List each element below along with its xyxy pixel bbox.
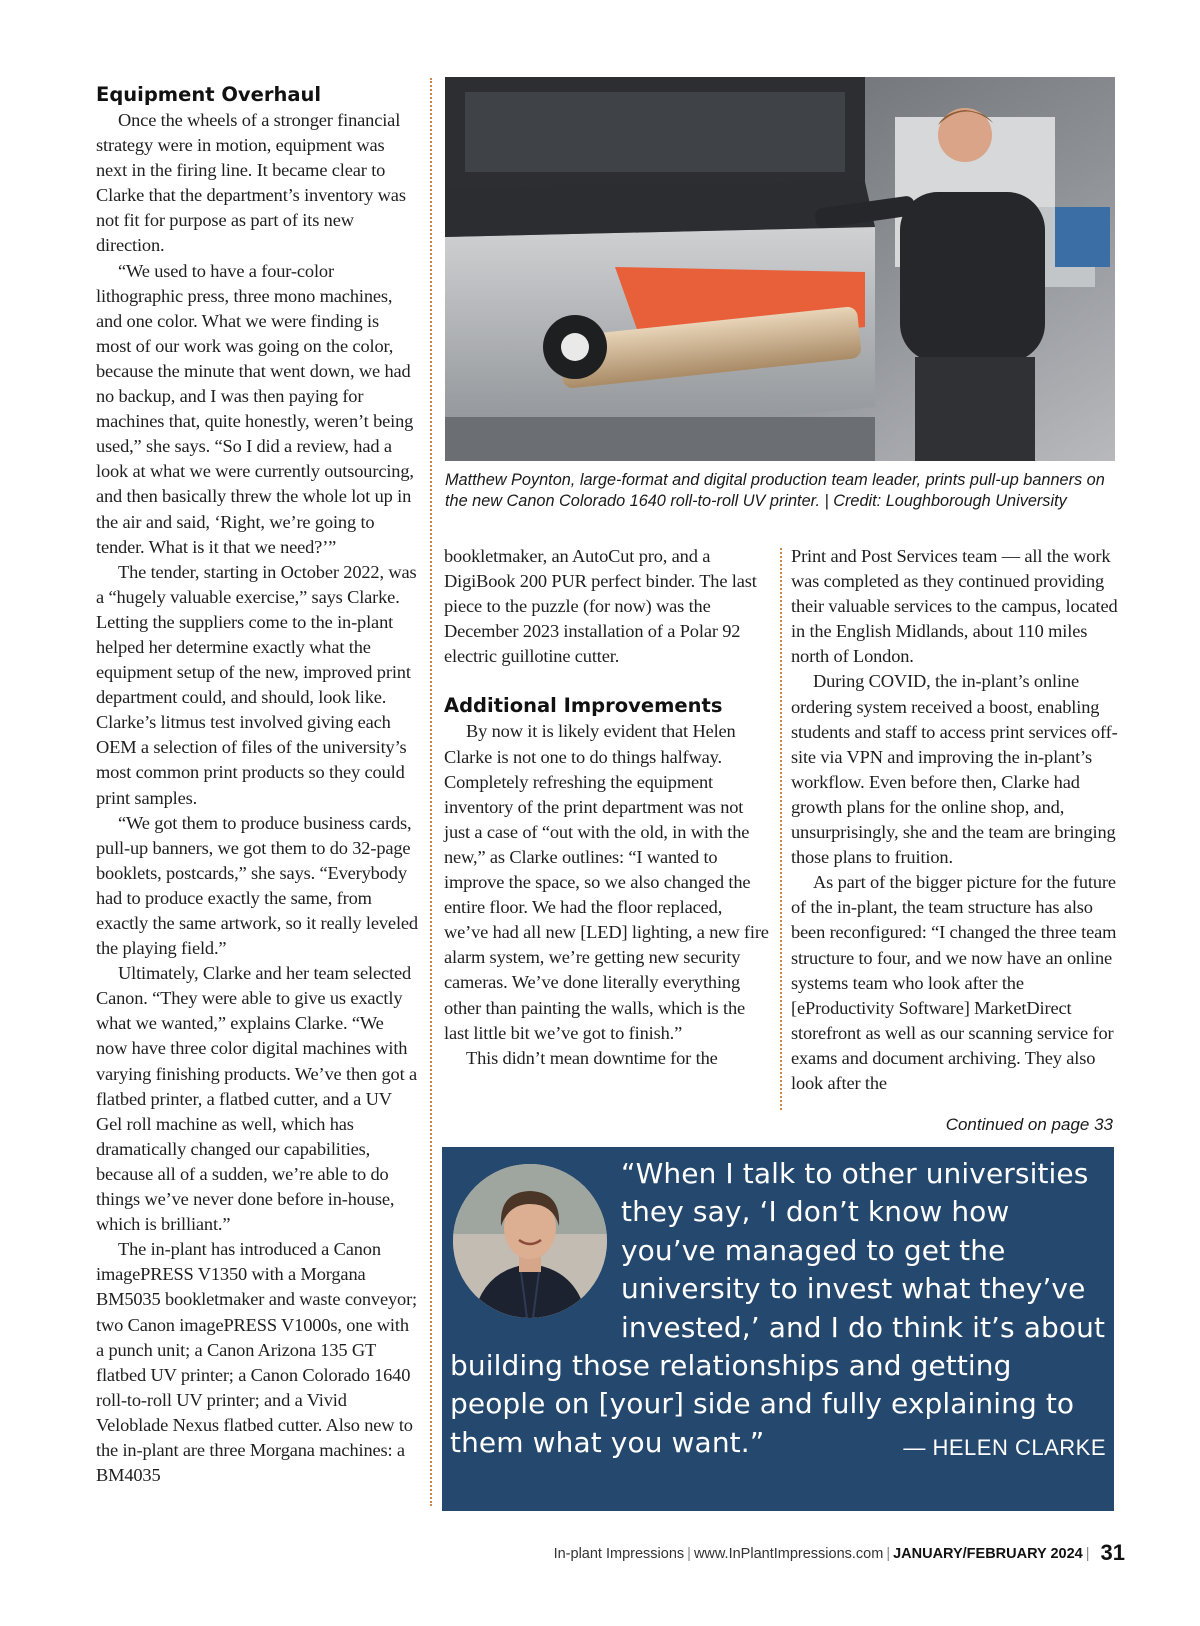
footer-url: www.InPlantImpressions.com <box>693 1546 884 1562</box>
body-paragraph: By now it is likely evident that Helen Clarke is not one to do things halfway. Completely refreshing the equipment inventory of the print department was not just a case of “out with the old, in with the new,” as Clarke outlines: “I wanted to improve the space, so we also changed the entire floor. We had the floor replaced, we’ve had all new [LED] lighting, a new fire alarm system, we’re getting new security cameras. We’ve done literally everything other than painting the walls, which is the last little bit we’ve got to finish.” <box>444 721 769 1043</box>
body-paragraph: “We got them to produce business cards, pull-up banners, we got them to do 32-page booklets, postcards,” she says. “Everybody had to produce exactly the same, from exactly the same artwork, so it really leveled the playing field.” <box>96 812 418 959</box>
footer-publication: In-plant Impressions <box>553 1546 685 1562</box>
column-divider <box>430 78 432 1506</box>
body-paragraph: The in-plant has introduced a Canon imagePRESS V1350 with a Morgana BM5035 bookletmaker and waste conveyor; two Canon imagePRESS V1000s, one with a punch unit; a Canon Arizona 135 GT flatbed UV printer; a Canon Colorado 1640 roll-to-roll UV printer; and a Vivid Veloblade Nexus flatbed cutter. Also new to the in-plant are three Morgana machines: a BM4035 <box>96 1239 418 1486</box>
column-divider <box>780 548 782 1110</box>
body-paragraph: bookletmaker, an AutoCut pro, and a DigiBook 200 PUR perfect binder. The last piece to the puzzle (for now) was the December 2023 installation of a Polar 92 electric guillotine cutter. <box>444 546 757 667</box>
body-paragraph: As part of the bigger picture for the future of the in-plant, the team structure has also been reconfigured: “I changed the three team structure to four, and we now have an online systems team who look after the [eProductivity Software] MarketDirect storefront as well as our scanning service for exams and document archiving. They also look after the <box>791 872 1117 1093</box>
section-heading-equipment-overhaul: Equipment Overhaul <box>96 83 322 106</box>
pull-quote-text: “When I talk to other universities they say, ‘I don’t know how you’ve managed to get the university to invest what they’ve invested,’ and I do think it’s about building those relationships and getting people on [your] side and fully explaining to them what you want.” <box>450 1157 1106 1459</box>
continued-on-page: Continued on page 33 <box>945 1115 1113 1134</box>
body-paragraph: Print and Post Services team — all the work was completed as they continued providing their valuable services to the campus, located in the English Midlands, about 110 miles north of London. <box>791 546 1118 667</box>
body-paragraph: Once the wheels of a stronger financial strategy were in motion, equipment was next in the firing line. It became clear to Clarke that the department’s inventory was not fit for purpose as part of its new direction. <box>96 110 406 256</box>
body-paragraph: “We used to have a four-color lithographic press, three mono machines, and one color. What we were finding is most of our work was going on the color, because the minute that went down, we had no backup, and I was then paying for machines that, quite honestly, weren’t being used,” she says. “So I did a review, had a look at what we were currently outsourcing, and then basically threw the whole lot up in the air and said, ‘Right, we’re going to tender. What is it that we need?’” <box>96 260 414 557</box>
section-heading-additional-improvements: Additional Improvements <box>444 694 723 718</box>
page-number: 31 <box>1100 1540 1125 1565</box>
article-column-2 <box>444 544 769 1071</box>
footer-separator: | <box>687 1546 691 1562</box>
body-paragraph: During COVID, the in-plant’s online ordering system received a boost, enabling students and staff to access print services off-site via VPN and improving the in-plant’s workflow. Even before then, Clarke had growth plans for the online shop, and, unsurprisingly, she and the team are bringing those plans to fruition. <box>791 671 1118 868</box>
article-photo <box>445 77 1115 461</box>
photo-caption: Matthew Poynton, large-format and digital production team leader, prints pull-up banners on the new Canon Colorado 1640 roll-to-roll UV printer. | Credit: Loughborough University <box>445 471 1105 510</box>
body-paragraph: This didn’t mean downtime for the <box>466 1047 718 1068</box>
pull-quote-attribution: — HELEN CLARKE <box>903 1435 1106 1460</box>
page-footer <box>420 1540 1125 1570</box>
body-paragraph: Ultimately, Clarke and her team selected Canon. “They were able to give us exactly what we wanted,” explains Clarke. “We now have three color digital machines with varying finishing products. We’ve then got a flatbed printer, a flatbed cutter, and a UV Gel roll machine as well, which has dramatically changed our capabilities, because all of a sudden, we’re able to do things we’ve never done before in-house, which is brilliant.” <box>96 963 418 1235</box>
footer-separator: | <box>886 1546 891 1562</box>
body-paragraph: The tender, starting in October 2022, was a “hugely valuable exercise,” says Clarke. Letting the suppliers come to the in-plant helped her determine exactly what the equipment setup of the new, improved print department could, and should, look like. Clarke’s litmus test involved giving each OEM a selection of files of the university’s most common print products so they could print samples. <box>96 561 417 808</box>
footer-issue: JANUARY/FEBRUARY 2024 <box>893 1546 1083 1562</box>
article-column-3 <box>791 544 1121 1096</box>
footer-separator: | <box>1085 1546 1090 1562</box>
article-column-1 <box>96 82 418 1488</box>
pull-quote-box <box>442 1147 1114 1511</box>
